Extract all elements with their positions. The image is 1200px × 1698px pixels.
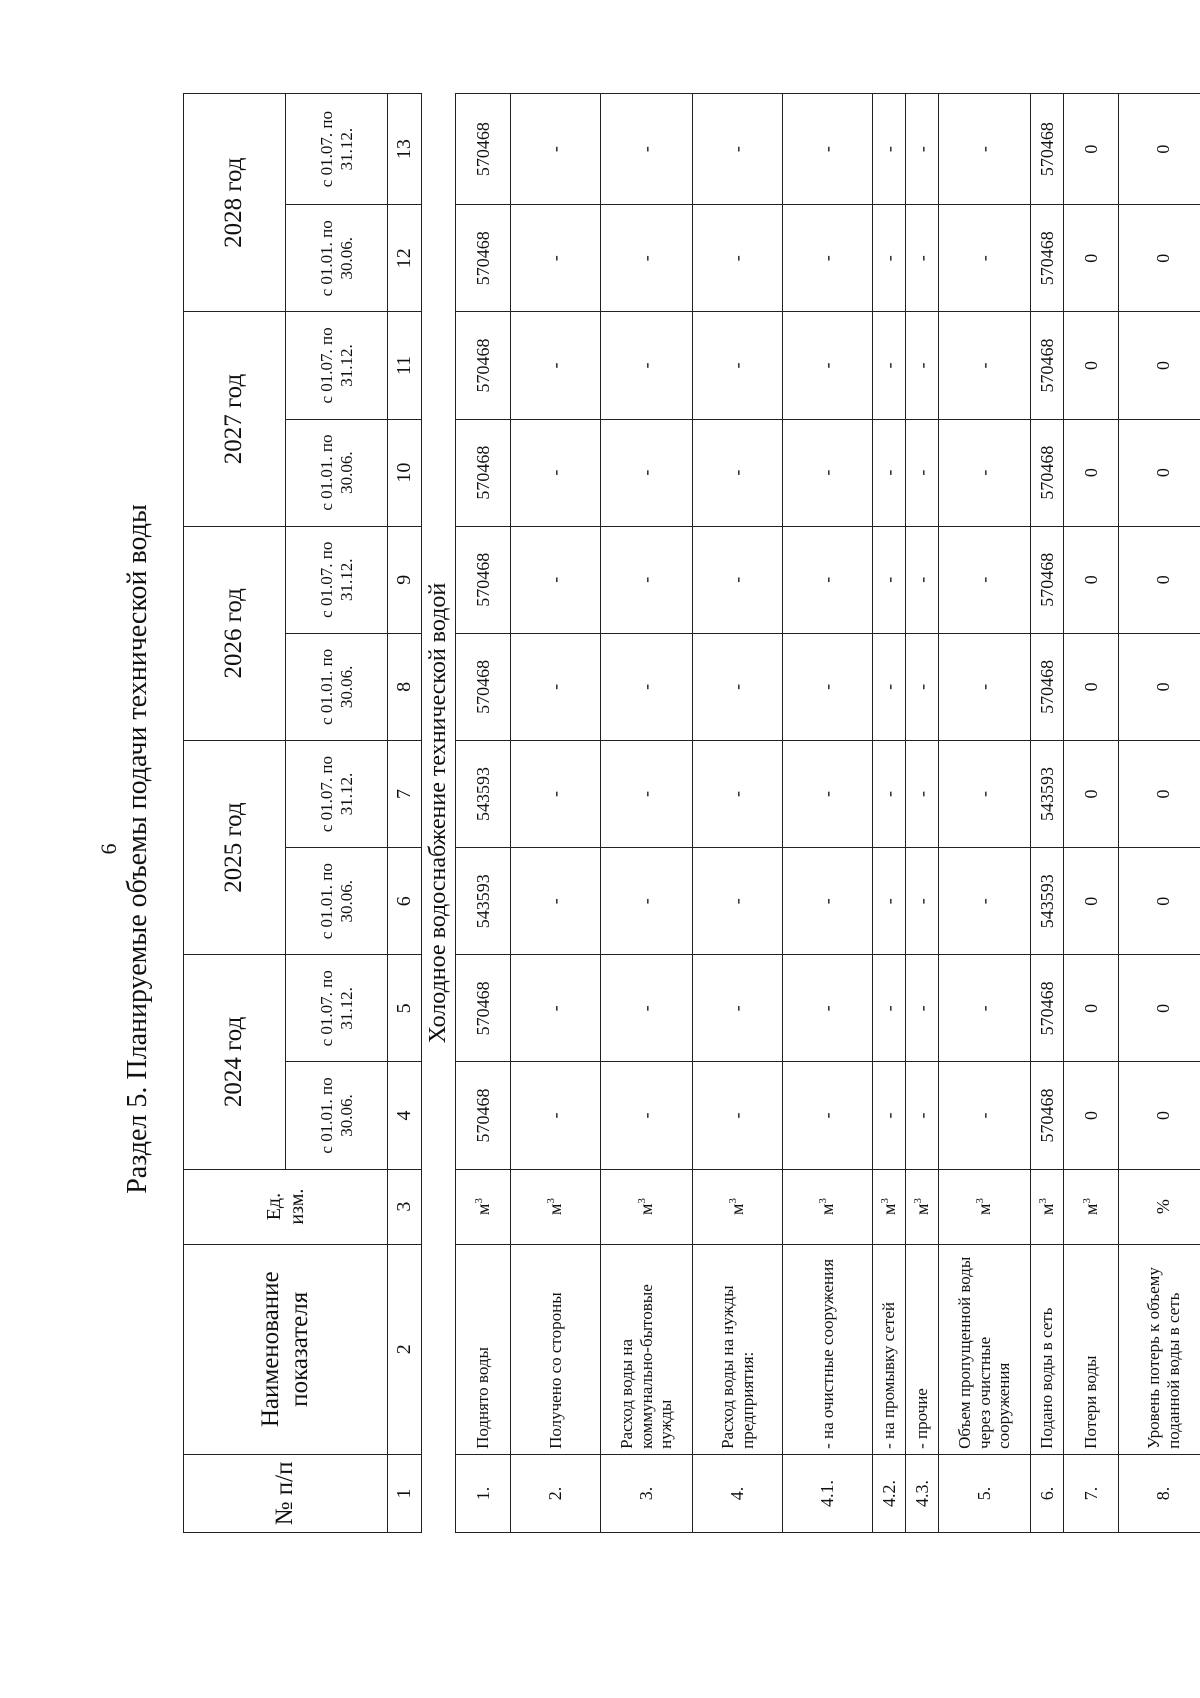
column-number: 3 — [388, 1169, 422, 1244]
table-row — [1119, 94, 1200, 1533]
value-cell: 570468 — [1031, 205, 1064, 312]
value-cell: - — [906, 312, 939, 419]
unit-cell: $м^3$ — [906, 1169, 939, 1244]
value-cell: - — [693, 848, 783, 955]
value-cell: - — [939, 419, 1031, 526]
value-cell: 0 — [1064, 312, 1119, 419]
indicator-name: Расход воды на нужды предприятия: — [693, 1244, 783, 1454]
header-period-second: с 01.07. по 31.12. — [286, 526, 388, 633]
row-number: 4.1. — [783, 1454, 873, 1532]
value-cell: 570468 — [456, 419, 511, 526]
value-cell: - — [693, 419, 783, 526]
value-cell: 0 — [1119, 848, 1200, 955]
value-cell: - — [783, 1062, 873, 1169]
value-cell: - — [873, 848, 906, 955]
unit-cell: $м^3$ — [456, 1169, 511, 1244]
water-volume-table — [183, 93, 1200, 1533]
row-number: 2. — [511, 1454, 601, 1532]
unit-cell: % — [1119, 1169, 1200, 1244]
value-cell: - — [511, 848, 601, 955]
column-number: 6 — [388, 848, 422, 955]
value-cell: - — [693, 312, 783, 419]
value-cell: 0 — [1064, 526, 1119, 633]
table-row — [939, 94, 1031, 1533]
value-cell: - — [693, 740, 783, 847]
value-cell: - — [601, 419, 693, 526]
indicator-name: Поднято воды — [456, 1244, 511, 1454]
value-cell: 0 — [1064, 419, 1119, 526]
value-cell: - — [906, 633, 939, 740]
value-cell: - — [906, 740, 939, 847]
value-cell: 0 — [1119, 419, 1200, 526]
value-cell: - — [873, 312, 906, 419]
header-period-second: с 01.07. по 31.12. — [286, 740, 388, 847]
value-cell: - — [693, 94, 783, 205]
row-number: 4.2. — [873, 1454, 906, 1532]
section-title: Раздел 5. Планируемые объемы подачи технической воды — [122, 504, 153, 1194]
value-cell: - — [906, 1062, 939, 1169]
header-row-years — [184, 94, 286, 1533]
value-cell: - — [939, 526, 1031, 633]
value-cell: 0 — [1119, 94, 1200, 205]
row-number: 5. — [939, 1454, 1031, 1532]
page-number: 6 — [96, 843, 121, 855]
value-cell: - — [783, 419, 873, 526]
indicator-name: Подано воды в сеть — [1031, 1244, 1064, 1454]
column-number: 5 — [388, 955, 422, 1062]
value-cell: 0 — [1064, 633, 1119, 740]
unit-cell: $м^3$ — [693, 1169, 783, 1244]
header-period-second: с 01.07. по 31.12. — [286, 955, 388, 1062]
header-period-second: с 01.07. по 31.12. — [286, 312, 388, 419]
value-cell: - — [939, 740, 1031, 847]
value-cell: - — [511, 312, 601, 419]
value-cell: 570468 — [1031, 94, 1064, 205]
table-row — [783, 94, 873, 1533]
value-cell: 0 — [1064, 955, 1119, 1062]
column-number: 13 — [388, 94, 422, 205]
value-cell: - — [693, 955, 783, 1062]
column-number-row — [388, 94, 422, 1533]
value-cell: 570468 — [456, 312, 511, 419]
value-cell: 0 — [1119, 1062, 1200, 1169]
value-cell: - — [783, 740, 873, 847]
header-period-first: с 01.01. по 30.06. — [286, 1062, 388, 1169]
value-cell: 0 — [1119, 205, 1200, 312]
header-period-first: с 01.01. по 30.06. — [286, 848, 388, 955]
header-period-first: с 01.01. по 30.06. — [286, 419, 388, 526]
value-cell: - — [906, 526, 939, 633]
row-number: 7. — [1064, 1454, 1119, 1532]
value-cell: - — [601, 633, 693, 740]
value-cell: - — [601, 955, 693, 1062]
header-name: Наименование показателя — [184, 1244, 388, 1454]
column-number: 11 — [388, 312, 422, 419]
value-cell: - — [939, 94, 1031, 205]
value-cell: - — [939, 205, 1031, 312]
value-cell: - — [511, 1062, 601, 1169]
group-title-row — [422, 94, 456, 1533]
table-row — [1064, 94, 1119, 1533]
value-cell: - — [601, 526, 693, 633]
row-number: 1. — [456, 1454, 511, 1532]
value-cell: - — [873, 205, 906, 312]
value-cell: 570468 — [1031, 1062, 1064, 1169]
value-cell: - — [601, 94, 693, 205]
header-period-first: с 01.01. по 30.06. — [286, 633, 388, 740]
table-row — [456, 94, 511, 1533]
value-cell: - — [783, 205, 873, 312]
value-cell: 570468 — [1031, 312, 1064, 419]
value-cell: 0 — [1064, 205, 1119, 312]
table-row — [601, 94, 693, 1533]
value-cell: 543593 — [456, 740, 511, 847]
unit-cell: $м^3$ — [783, 1169, 873, 1244]
value-cell: 570468 — [1031, 526, 1064, 633]
value-cell: - — [511, 94, 601, 205]
value-cell: - — [601, 312, 693, 419]
value-cell: - — [906, 848, 939, 955]
header-unit: Ед. изм. — [184, 1169, 388, 1244]
value-cell: - — [601, 1062, 693, 1169]
value-cell: - — [939, 955, 1031, 1062]
value-cell: 570468 — [1031, 419, 1064, 526]
value-cell: - — [783, 955, 873, 1062]
value-cell: - — [873, 1062, 906, 1169]
value-cell: - — [906, 205, 939, 312]
value-cell: 0 — [1064, 740, 1119, 847]
value-cell: - — [783, 94, 873, 205]
value-cell: - — [511, 419, 601, 526]
value-cell: 0 — [1119, 526, 1200, 633]
column-number: 8 — [388, 633, 422, 740]
value-cell: 570468 — [1031, 955, 1064, 1062]
value-cell: 0 — [1119, 312, 1200, 419]
value-cell: - — [873, 633, 906, 740]
value-cell: 543593 — [1031, 848, 1064, 955]
value-cell: - — [906, 94, 939, 205]
value-cell: 570468 — [1031, 633, 1064, 740]
value-cell: 543593 — [456, 848, 511, 955]
header-period-first: с 01.01. по 30.06. — [286, 205, 388, 312]
value-cell: - — [693, 1062, 783, 1169]
value-cell: - — [939, 1062, 1031, 1169]
group-title: Холодное водоснабжение технической водой — [422, 94, 456, 1533]
header-period-second: с 01.07. по 31.12. — [286, 94, 388, 205]
header-year-2024: 2024 год — [184, 955, 286, 1169]
unit-cell: $м^3$ — [873, 1169, 906, 1244]
value-cell: - — [511, 740, 601, 847]
value-cell: - — [601, 205, 693, 312]
value-cell: - — [511, 526, 601, 633]
value-cell: 0 — [1119, 633, 1200, 740]
value-cell: 0 — [1064, 94, 1119, 205]
unit-cell: $м^3$ — [1031, 1169, 1064, 1244]
value-cell: - — [906, 419, 939, 526]
header-year-2028: 2028 год — [184, 94, 286, 312]
header-year-2027: 2027 год — [184, 312, 286, 526]
value-cell: - — [939, 633, 1031, 740]
value-cell: 570468 — [456, 955, 511, 1062]
value-cell: - — [693, 633, 783, 740]
unit-cell: $м^3$ — [1064, 1169, 1119, 1244]
column-number: 9 — [388, 526, 422, 633]
row-number: 4. — [693, 1454, 783, 1532]
value-cell: 570468 — [456, 94, 511, 205]
value-cell: 570468 — [456, 1062, 511, 1169]
value-cell: 570468 — [456, 633, 511, 740]
column-number: 2 — [388, 1244, 422, 1454]
value-cell: 0 — [1119, 955, 1200, 1062]
value-cell: 0 — [1119, 740, 1200, 847]
value-cell: - — [873, 419, 906, 526]
row-number: 3. — [601, 1454, 693, 1532]
column-number: 7 — [388, 740, 422, 847]
indicator-name: Расход воды на коммунально-бытовые нужды — [601, 1244, 693, 1454]
value-cell: - — [873, 94, 906, 205]
row-number: 8. — [1119, 1454, 1200, 1532]
value-cell: - — [783, 526, 873, 633]
column-number: 1 — [388, 1454, 422, 1532]
unit-cell: $м^3$ — [511, 1169, 601, 1244]
header-year-2025: 2025 год — [184, 740, 286, 954]
value-cell: - — [939, 312, 1031, 419]
value-cell: - — [783, 312, 873, 419]
indicator-name: Уровень потерь к объему поданной воды в сеть — [1119, 1244, 1200, 1454]
table-row — [1031, 94, 1064, 1533]
value-cell: 0 — [1064, 848, 1119, 955]
indicator-name: - прочие — [906, 1244, 939, 1454]
value-cell: - — [601, 848, 693, 955]
value-cell: - — [873, 740, 906, 847]
indicator-name: Получено со стороны — [511, 1244, 601, 1454]
indicator-name: Потери воды — [1064, 1244, 1119, 1454]
header-year-2026: 2026 год — [184, 526, 286, 740]
value-cell: - — [511, 955, 601, 1062]
table-row — [511, 94, 601, 1533]
column-number: 10 — [388, 419, 422, 526]
column-number: 12 — [388, 205, 422, 312]
header-num: № п/п — [184, 1454, 388, 1532]
value-cell: - — [906, 955, 939, 1062]
table-row — [693, 94, 783, 1533]
value-cell: - — [939, 848, 1031, 955]
value-cell: - — [693, 526, 783, 633]
value-cell: 543593 — [1031, 740, 1064, 847]
value-cell: - — [601, 740, 693, 847]
value-cell: 570468 — [456, 205, 511, 312]
value-cell: - — [873, 526, 906, 633]
value-cell: 570468 — [456, 526, 511, 633]
indicator-name: - на очистные сооружения — [783, 1244, 873, 1454]
value-cell: - — [511, 633, 601, 740]
value-cell: - — [873, 955, 906, 1062]
unit-cell: $м^3$ — [939, 1169, 1031, 1244]
column-number: 4 — [388, 1062, 422, 1169]
table-row — [873, 94, 906, 1533]
value-cell: 0 — [1064, 1062, 1119, 1169]
row-number: 6. — [1031, 1454, 1064, 1532]
value-cell: - — [693, 205, 783, 312]
indicator-name: - на промывку сетей — [873, 1244, 906, 1454]
table-row — [906, 94, 939, 1533]
table-body — [388, 94, 1200, 1533]
value-cell: - — [783, 633, 873, 740]
row-number: 4.3. — [906, 1454, 939, 1532]
unit-cell: $м^3$ — [601, 1169, 693, 1244]
value-cell: - — [783, 848, 873, 955]
indicator-name: Объем пропущенной воды через очистные сооружения — [939, 1244, 1031, 1454]
value-cell: - — [511, 205, 601, 312]
